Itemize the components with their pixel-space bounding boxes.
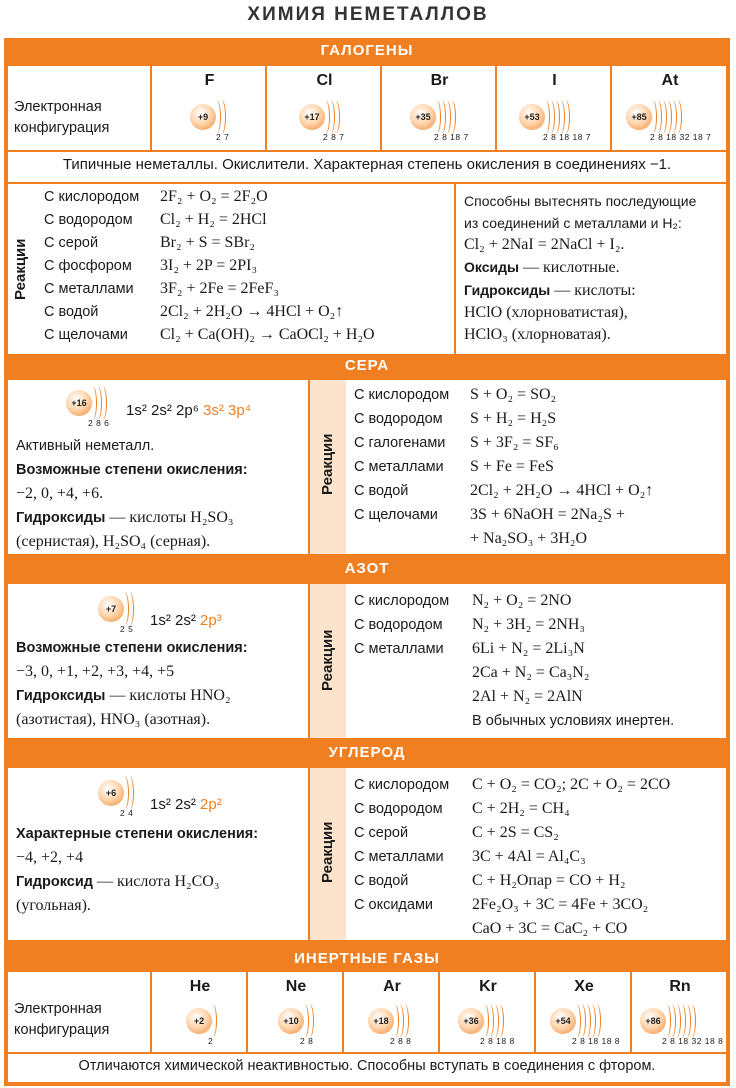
- carbon-info: +6 2 4 1s² 2s² 2p² Характерные степени окисления: −4, +2, +4 Гидроксид — кислота H₂CO₃ (угольная).: [8, 768, 308, 940]
- nitrogen-info: +7 2 5 1s² 2s² 2p³ Возможные степени окисления: −3, 0, +1, +2, +3, +4, +5 Гидроксиды — кислоты HNO₂ (азотистая), HNO₃ (азотная).: [8, 584, 308, 738]
- noble-elements: [150, 972, 726, 1052]
- section-header-halogens: ГАЛОГЕНЫ: [320, 42, 414, 59]
- nitrogen-reactions-label: Реакции: [310, 584, 346, 738]
- electron-config: 1s² 2s² 2p⁶ 3s² 3p⁴: [126, 402, 252, 419]
- element-cl: Cl +17 2 8 7: [265, 66, 382, 150]
- halogens-reactions: Реакции С кислородом 2F₂ + O₂ = 2F₂O С водородом Cl₂ + H₂ = 2HCl С серой Br₂ + S = SBr₂ С фосфором 3I₂ + 2P = 2PI₃ С металлами 3F₂ + 2Fe = 2FeF₃ С водой 2Cl₂ + 2H₂O → 4HCl + O₂↑ С щелочами Cl₂ + Ca(OH)₂ → CaOCl₂ + H₂O: [8, 184, 454, 354]
- prop-line: из соединений с металлами и H₂:: [464, 215, 682, 231]
- poster-frame: [4, 38, 730, 1086]
- section-header-carbon: УГЛЕРОД: [328, 744, 406, 761]
- prop-equation: Cl₂ + 2NaI = 2NaCl + I₂.: [464, 236, 625, 253]
- noble-summary: Отличаются химической неактивностью. Способны вступать в соединения с фтором.: [78, 1058, 656, 1074]
- nitrogen-reactions: С кислородом N₂ + O₂ = 2NO С водородом N₂ + 3H₂ = 2NH₃ С металлами 6Li + N₂ = 2Li₃N 2Ca + N₂ = Ca₃N₂ 2Al + N₂ = 2AlN В обычных условиях инертен.: [346, 584, 726, 738]
- halogens-properties: Способны вытеснять последующие из соединений с металлами и H₂: Cl₂ + 2NaI = 2NaCl + I₂. Оксиды — кислотные. Гидроксиды — кислоты: HClO (хлорноватистая), HClO₃ (хлорноватая).: [456, 184, 726, 354]
- element-xe: Xe +54 2 8 18 18 8: [534, 972, 632, 1052]
- config-label: Электронная конфигурация: [14, 99, 110, 136]
- noble-config-panel: [8, 972, 726, 1082]
- element-ne: Ne +10 2 8: [246, 972, 344, 1052]
- carbon-reactions-label: Реакции: [310, 768, 346, 940]
- element-ar: Ar +18 2 8 8: [342, 972, 440, 1052]
- prop-line: Способны вытеснять последующие: [464, 193, 697, 209]
- sulfur-reactions: С кислородом S + O₂ = SO₂ С водородом S + H₂ = H₂S С галогенами S + 3F₂ = SF₆ С металлами S + Fe = FeS С водой 2Cl₂ + 2H₂O → 4HCl + O₂↑ С щелочами 3S + 6NaOH = 2Na₂S + + Na₂SO₃ + 3H₂O: [346, 380, 726, 554]
- section-header-noble: ИНЕРТНЫЕ ГАЗЫ: [294, 950, 440, 967]
- element-at: At +85 2 8 18 32 18 7: [610, 66, 728, 150]
- element-br: Br +35 2 8 18 7: [380, 66, 497, 150]
- config-label: Электронная конфигурация: [14, 1001, 110, 1038]
- element-kr: Kr +36 2 8 18 8: [438, 972, 536, 1052]
- reactions-label: Реакции: [12, 238, 29, 300]
- element-he: He +2 2: [150, 972, 248, 1052]
- element-f: F +9 2 7: [150, 66, 267, 150]
- halogens-summary: Типичные неметаллы. Окислители. Характерная степень окисления в соединениях −1.: [62, 156, 672, 173]
- carbon-reactions: С кислородом C + O₂ = CO₂; 2C + O₂ = 2CO С водородом C + 2H₂ = CH₄ С серой C + 2S = CS₂ С металлами 3C + 4Al = Al₄C₃ С водой C + H₂Oпар = CO + H₂ С оксидами 2Fe₂O₃ + 3C = 4Fe + 3CO₂ CaO + 3C = CaC₂ + CO: [346, 768, 726, 940]
- halogens-config-panel: [8, 66, 726, 182]
- sulfur-info: +16 2 8 6 1s² 2s² 2p⁶ 3s² 3p⁴ Активный неметалл. Возможные степени окисления: −2, 0, +4, +6. Гидроксиды — кислоты H₂SO₃ (сернистая), H₂SO₄ (серная).: [8, 380, 308, 554]
- electron-config: 1s² 2s² 2p²: [150, 796, 222, 813]
- section-header-nitrogen: АЗОТ: [344, 560, 390, 577]
- page-title: ХИМИЯ НЕМЕТАЛЛОВ: [247, 4, 489, 25]
- section-header-sulfur: СЕРА: [344, 357, 390, 374]
- element-rn: Rn +86 2 8 18 32 18 8: [630, 972, 728, 1052]
- halogen-elements: [150, 66, 726, 150]
- element-i: I +53 2 8 18 18 7: [495, 66, 612, 150]
- sulfur-reactions-label: Реакции: [310, 380, 346, 554]
- electron-config: 1s² 2s² 2p³: [150, 612, 222, 629]
